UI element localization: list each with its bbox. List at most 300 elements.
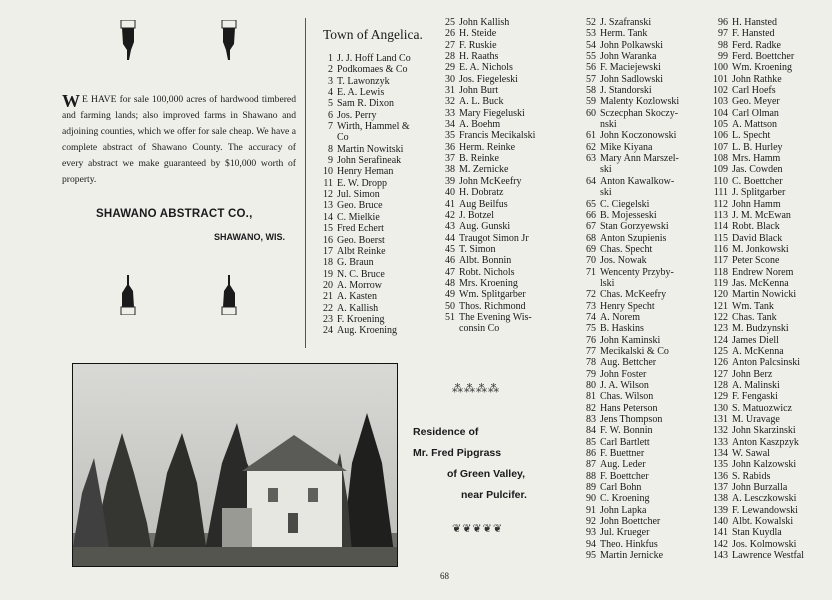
entry-number: 70: [586, 255, 596, 267]
list-entry: [440, 301, 535, 312]
entry-number: 69: [586, 243, 596, 255]
list-entry: [706, 471, 804, 482]
entry-number: 51: [445, 311, 455, 323]
list-entry: [318, 314, 411, 325]
entry-number: 37: [445, 153, 455, 165]
entry-name: Chas. Specht: [600, 243, 653, 255]
ornament-bottom: ❦❦❦❦❦: [452, 523, 504, 535]
entry-name: Wm. Tank: [732, 300, 774, 312]
entry-name: John Burzalla: [732, 482, 788, 494]
entry-number: 75: [586, 323, 596, 335]
entry-name: Robt. Black: [732, 221, 780, 233]
entry-number: 48: [445, 277, 455, 289]
entry-number: 93: [586, 527, 596, 539]
entry-number: 77: [586, 345, 596, 357]
entry-number: 27: [445, 39, 455, 51]
entry-number: 23: [323, 313, 333, 325]
entry-number: 49: [445, 289, 455, 301]
entry-number: 89: [586, 482, 596, 494]
entry-number: 81: [586, 391, 596, 403]
entry-name: Albt. Kowalski: [732, 516, 794, 528]
entry-name: Podkomaes & Co: [337, 64, 408, 76]
entry-name: E. A. Nichols: [459, 62, 513, 74]
entry-number: 38: [445, 164, 455, 176]
entry-name: Martin Nowicki: [732, 289, 797, 301]
list-entry: [578, 482, 679, 493]
entry-number: 86: [586, 448, 596, 460]
list-entry: [706, 17, 804, 28]
caption-line-3: of Green Valley,: [447, 468, 526, 480]
entry-number: 60: [586, 107, 596, 119]
entry-number: 132: [713, 425, 728, 437]
pointing-hand-icon: [218, 20, 240, 60]
entry-name: Carl Bohn: [600, 482, 642, 494]
entry-number: 15: [323, 223, 333, 235]
entry-name: Henry Heman: [337, 166, 394, 178]
entry-name: Geo. Bruce: [337, 200, 383, 212]
entry-name: Aug Beilfus: [459, 198, 508, 210]
list-entry: [318, 178, 411, 189]
entry-number: 111: [713, 187, 728, 199]
list-entry: [706, 448, 804, 459]
entry-name: Jos. Nowak: [600, 255, 647, 267]
list-entry: [318, 200, 411, 211]
entry-number: 129: [713, 391, 728, 403]
list-entry: [578, 516, 679, 527]
list-entry: [440, 119, 535, 130]
entry-number: 119: [713, 277, 728, 289]
entry-name: A. Mattson: [732, 119, 777, 131]
list-entry: [706, 403, 804, 414]
entry-number: 56: [586, 62, 596, 74]
entry-number: 85: [586, 436, 596, 448]
entry-number: 45: [445, 243, 455, 255]
list-entry: [578, 527, 679, 538]
list-entry: [578, 505, 679, 516]
list-entry: [440, 28, 535, 39]
entry-name: Co: [337, 132, 349, 144]
entry-name: Wm. Kroening: [732, 62, 792, 74]
entry-name: A. L. Buck: [459, 96, 504, 108]
entry-number: 99: [718, 51, 728, 63]
list-entry: [706, 335, 804, 346]
entry-number: 13: [323, 200, 333, 212]
entry-name: A. Boehm: [459, 119, 501, 131]
list-entry: [706, 119, 804, 130]
entry-number: 41: [445, 198, 455, 210]
entry-name: Jul. Simon: [337, 189, 380, 201]
entry-name: Wencenty Przyby-: [600, 266, 674, 278]
entry-number: 28: [445, 51, 455, 63]
list-entry: [706, 74, 804, 85]
entry-name: Chas. McKeefry: [600, 289, 667, 301]
entry-name: Anton Palcsinski: [732, 357, 801, 369]
entry-name: nski: [600, 119, 617, 131]
list-entry: [578, 301, 679, 312]
entry-number: 57: [586, 73, 596, 85]
list-entry: [706, 493, 804, 504]
entry-number: 87: [586, 459, 596, 471]
list-entry: [440, 255, 535, 266]
list-entry: [440, 187, 535, 198]
entry-number: 66: [586, 209, 596, 221]
owner-list-column-3: [578, 17, 679, 562]
entry-number: 1: [328, 53, 333, 64]
list-entry: [706, 85, 804, 96]
entry-number: 108: [713, 153, 728, 165]
entry-number: 62: [586, 141, 596, 153]
entry-name: Anton Kawalkow-: [600, 175, 675, 187]
entry-name: H. Dobratz: [459, 187, 504, 199]
list-entry: [706, 346, 804, 357]
entry-number: 5: [328, 98, 333, 110]
list-entry: [440, 199, 535, 210]
list-entry: [440, 164, 535, 175]
entry-name: ski: [600, 187, 612, 199]
pointing-hand-icon: [117, 20, 139, 60]
list-entry: [578, 403, 679, 414]
entry-number: 84: [586, 425, 596, 437]
list-entry: [706, 414, 804, 425]
list-entry: [440, 96, 535, 107]
entry-name: Sam R. Dixon: [337, 98, 394, 110]
entry-name: Carl Hoefs: [732, 85, 776, 97]
list-entry: [706, 369, 804, 380]
entry-name: C. Ciegelski: [600, 198, 650, 210]
list-entry: [706, 28, 804, 39]
entry-number: 71: [586, 266, 596, 278]
entry-number: 103: [713, 96, 728, 108]
entry-number: 83: [586, 414, 596, 426]
entry-name: Jul. Krueger: [600, 527, 650, 539]
list-entry: [578, 74, 679, 85]
entry-number: 21: [323, 291, 333, 303]
entry-name: ski: [600, 164, 612, 176]
entry-number: 138: [713, 493, 728, 505]
entry-name: L. Specht: [732, 130, 771, 142]
entry-name: J. M. McEwan: [732, 209, 791, 221]
list-entry: [578, 471, 679, 482]
pointing-hand-icon: [218, 275, 240, 315]
list-entry: [318, 144, 411, 155]
list-entry: [578, 335, 679, 346]
list-entry: [706, 96, 804, 107]
entry-number: 17: [323, 245, 333, 257]
entry-number: 136: [713, 470, 728, 482]
entry-name: John Berz: [732, 368, 773, 380]
entry-number: 128: [713, 380, 728, 391]
entry-name: L. B. Hurley: [732, 141, 783, 153]
list-entry: [318, 246, 411, 257]
entry-name: David Black: [732, 232, 783, 244]
entry-name: G. Braun: [337, 257, 374, 269]
entry-number: 40: [445, 187, 455, 199]
list-entry: [318, 235, 411, 246]
entry-name: Mecikalski & Co: [600, 345, 669, 357]
list-entry: [578, 346, 679, 357]
entry-number: 74: [586, 311, 596, 323]
entry-name: Jas. Cowden: [732, 164, 783, 176]
list-entry: [578, 40, 679, 51]
list-entry: [440, 278, 535, 289]
entry-number: 4: [328, 87, 333, 99]
entry-number: 52: [586, 17, 596, 28]
entry-number: 36: [445, 141, 455, 153]
list-entry: [578, 448, 679, 459]
entry-number: 35: [445, 130, 455, 142]
entry-name: F. Kroening: [337, 313, 385, 325]
entry-name: Ferd. Radke: [732, 39, 781, 51]
entry-name: James Diell: [732, 334, 779, 346]
entry-name: John McKeefry: [459, 175, 522, 187]
list-entry: [706, 221, 804, 232]
entry-name: H. Steide: [459, 28, 497, 40]
list-entry: [578, 255, 679, 266]
entry-number: 137: [713, 482, 728, 494]
entry-name: John Burt: [459, 85, 499, 97]
entry-name: F. Ruskie: [459, 39, 497, 51]
entry-number: 63: [586, 153, 596, 165]
entry-number: 47: [445, 266, 455, 278]
entry-name: Martin Jernicke: [600, 550, 664, 562]
list-entry: [318, 64, 411, 75]
list-entry: [706, 527, 804, 538]
list-entry: [578, 62, 679, 73]
list-entry: [578, 289, 679, 300]
entry-number: 73: [586, 300, 596, 312]
entry-number: 135: [713, 459, 728, 471]
list-entry: [706, 459, 804, 470]
entry-number: 110: [713, 175, 728, 187]
entry-number: 22: [323, 302, 333, 314]
entry-number: 88: [586, 470, 596, 482]
entry-name: John Hamm: [732, 198, 781, 210]
entry-name: C. Kroening: [600, 493, 650, 505]
entry-number: 105: [713, 119, 728, 131]
entry-name: Mrs. Kroening: [459, 277, 518, 289]
list-entry: [706, 425, 804, 436]
list-entry: [440, 267, 535, 278]
entry-name: John Serafineak: [337, 155, 402, 167]
entry-number: 80: [586, 380, 596, 391]
list-entry: [318, 121, 411, 132]
entry-number: 10: [323, 166, 333, 178]
list-entry: [706, 164, 804, 175]
owner-list-column-1: [318, 53, 411, 337]
entry-number: 101: [713, 73, 728, 85]
entry-name: H. Hansted: [732, 17, 777, 28]
entry-number: 115: [713, 232, 728, 244]
page-number: 68: [440, 571, 449, 581]
entry-name: J. Splitgarber: [732, 187, 786, 199]
entry-name: J. A. Wilson: [600, 380, 649, 391]
entry-name: Francis Mecikalski: [459, 130, 536, 142]
entry-number: 50: [445, 300, 455, 312]
list-entry: [578, 164, 679, 175]
entry-name: lski: [600, 277, 615, 289]
entry-name: J. Botzel: [459, 209, 494, 221]
entry-name: Albt Reinke: [337, 245, 386, 257]
advertiser-city: SHAWANO, WIS.: [214, 232, 286, 242]
entry-number: 106: [713, 130, 728, 142]
list-entry: [706, 176, 804, 187]
drop-cap: W: [62, 91, 80, 111]
list-entry: [578, 199, 679, 210]
list-entry: [706, 142, 804, 153]
entry-name: Geo. Boerst: [337, 234, 385, 246]
entry-name: John Polkawski: [600, 39, 664, 51]
entry-number: 112: [713, 198, 728, 210]
entry-number: 130: [713, 402, 728, 414]
entry-name: N. C. Bruce: [337, 268, 385, 280]
entry-number: 65: [586, 198, 596, 210]
list-entry: [706, 289, 804, 300]
advertisement-body: E HAVE for sale 100,000 acres of hardwood timbered and farming lands; also improved farms in Shawano and adjoining counties, which we offer for sale cheap. We have a complete abstract of Shawano County. The accuracy of every abstract we make guaranteed by $10,000 worth of property.: [62, 94, 296, 185]
list-entry: [318, 325, 411, 336]
entry-name: F. Lewandowski: [732, 504, 798, 516]
entry-name: John Skarzinski: [732, 425, 796, 437]
entry-name: C. Boettcher: [732, 175, 783, 187]
entry-name: C. Mielkie: [337, 211, 380, 223]
entry-number: 6: [328, 109, 333, 121]
list-entry: [440, 312, 535, 323]
entry-name: Malenty Kozlowski: [600, 96, 680, 108]
list-entry: [706, 267, 804, 278]
entry-number: 126: [713, 357, 728, 369]
list-entry: [318, 189, 411, 200]
entry-name: Anton Kaszpzyk: [732, 436, 799, 448]
list-entry: [706, 380, 804, 391]
entry-number: 7: [328, 121, 333, 133]
list-entry: [578, 425, 679, 436]
entry-name: Jos. Fiegeleski: [459, 73, 518, 85]
entry-number: 8: [328, 143, 333, 155]
entry-number: 26: [445, 28, 455, 40]
entry-name: J. Standorski: [600, 85, 652, 97]
list-entry: [440, 108, 535, 119]
list-entry: [318, 257, 411, 268]
entry-name: S. Matuozwicz: [732, 402, 792, 414]
list-entry: [440, 323, 535, 334]
entry-name: Herm. Reinke: [459, 141, 516, 153]
entry-name: M. Jonkowski: [732, 243, 789, 255]
entry-number: 117: [713, 255, 728, 267]
entry-name: E. A. Lewis: [337, 87, 385, 99]
entry-number: 20: [323, 279, 333, 291]
entry-number: 53: [586, 28, 596, 40]
list-entry: [706, 244, 804, 255]
photo-caption: [410, 422, 570, 506]
entry-name: S. Rabids: [732, 470, 771, 482]
entry-name: F. Maciejewski: [600, 62, 661, 74]
entry-name: M. Uravage: [732, 414, 780, 426]
entry-name: John Kallish: [459, 17, 510, 28]
entry-name: Traugot Simon Jr: [459, 232, 529, 244]
entry-name: A. Kallish: [337, 302, 379, 314]
entry-number: 24: [323, 325, 333, 337]
list-entry: [318, 76, 411, 87]
entry-number: 14: [323, 211, 333, 223]
entry-name: Fred Echert: [337, 223, 384, 235]
entry-name: Lawrence Westfal: [732, 550, 805, 562]
entry-name: Robt. Nichols: [459, 266, 515, 278]
list-entry: [578, 357, 679, 368]
entry-name: Jos. Perry: [337, 109, 377, 121]
list-entry: [578, 312, 679, 323]
list-entry: [440, 233, 535, 244]
list-entry: [440, 74, 535, 85]
caption-line-1: Residence of: [413, 426, 479, 438]
entry-number: 131: [713, 414, 728, 426]
list-entry: [706, 255, 804, 266]
entry-name: B. Reinke: [459, 153, 499, 165]
entry-name: F. W. Bonnin: [600, 425, 653, 437]
entry-number: 54: [586, 39, 596, 51]
entry-number: 102: [713, 85, 728, 97]
list-entry: [578, 176, 679, 187]
entry-name: Hans Peterson: [600, 402, 658, 414]
list-entry: [578, 493, 679, 504]
list-entry: [706, 482, 804, 493]
list-entry: [706, 210, 804, 221]
list-entry: [706, 301, 804, 312]
list-entry: [318, 280, 411, 291]
entry-number: 91: [586, 504, 596, 516]
entry-number: 97: [718, 28, 728, 40]
entry-name: John Koczonowski: [600, 130, 677, 142]
owner-list-column-2: [440, 17, 535, 335]
list-entry: [578, 119, 679, 130]
entry-name: Stan Kuydla: [732, 527, 782, 539]
entry-name: Chas. Wilson: [600, 391, 654, 403]
entry-number: 121: [713, 300, 728, 312]
residence-photograph: [72, 363, 398, 567]
list-entry: [440, 221, 535, 232]
entry-name: B. Mojesseski: [600, 209, 657, 221]
entry-number: 90: [586, 493, 596, 505]
entry-number: 43: [445, 221, 455, 233]
entry-number: 123: [713, 323, 728, 335]
entry-name: Anton Szupienis: [600, 232, 667, 244]
entry-name: Aug. Bettcher: [600, 357, 657, 369]
list-entry: [578, 51, 679, 62]
entry-number: 124: [713, 334, 728, 346]
ornament-top: ⁂⁂⁂⁂: [452, 383, 500, 395]
entry-name: Mary Ann Marszel-: [600, 153, 679, 165]
entry-name: John Boettcher: [600, 516, 661, 528]
entry-name: F. Fengaski: [732, 391, 778, 403]
list-entry: [318, 212, 411, 223]
entry-number: 32: [445, 96, 455, 108]
entry-number: 114: [713, 221, 728, 233]
entry-number: 113: [713, 209, 728, 221]
entry-number: 72: [586, 289, 596, 301]
list-entry: [706, 516, 804, 527]
entry-number: 118: [713, 266, 728, 278]
entry-number: 95: [586, 550, 596, 562]
entry-number: 11: [323, 177, 333, 189]
entry-number: 107: [713, 141, 728, 153]
entry-name: Ferd. Boettcher: [732, 51, 795, 63]
entry-number: 78: [586, 357, 596, 369]
list-entry: [706, 278, 804, 289]
entry-name: Henry Specht: [600, 300, 655, 312]
list-entry: [578, 108, 679, 119]
entry-number: 12: [323, 189, 333, 201]
entry-name: T. Lawonzyk: [337, 75, 390, 87]
entry-name: John Kalzowski: [732, 459, 797, 471]
entry-number: 125: [713, 345, 728, 357]
